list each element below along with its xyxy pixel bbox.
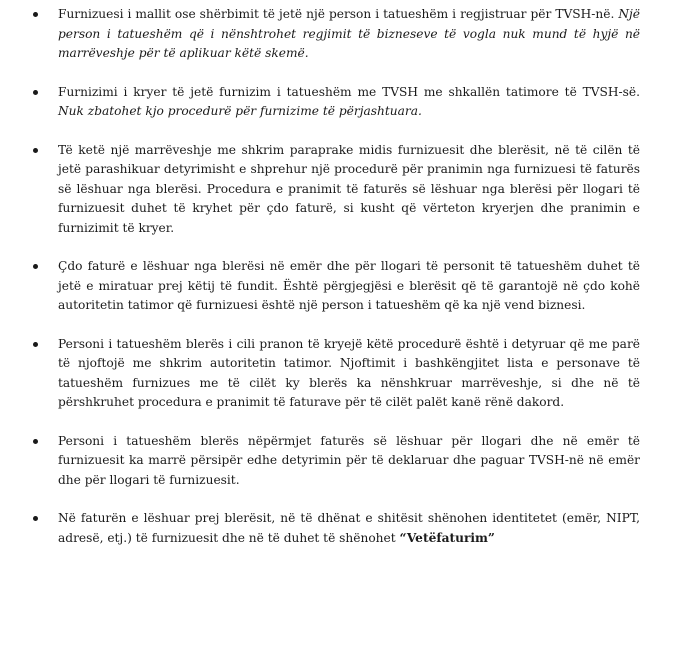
- requirements-list: [30, 5, 640, 548]
- list-item: [30, 432, 640, 491]
- list-item: [30, 83, 640, 122]
- list-item: [30, 335, 640, 413]
- bullet-italic-text: Nuk zbatohet kjo procedurë për furnizime të përjashtuara.: [58, 104, 422, 118]
- bullet-dot-icon: [33, 516, 38, 521]
- bullet-text: Furnizuesi i mallit ose shërbimit të jetë një person i tatueshëm i regjistruar për TVSH-në.: [58, 7, 619, 21]
- list-item: [30, 5, 640, 64]
- bullet-text: Në faturën e lëshuar prej blerësit, në të dhënat e shitësit shënohen identitetet (emër, NIPT, adresë, etj.) të furnizuesit dhe në të duhet të shënohet: [58, 511, 640, 545]
- bullet-text: Të ketë një marrëveshje me shkrim paraprake midis furnizuesit dhe blerësit, në të cilën të jetë parashikuar detyrimisht e shprehur një procedurë për pranimin nga furnizuesi të faturës së lëshuar nga blerësi. Procedura e pranimit të faturës së lëshuar nga blerësi për llogari të furnizuesit duhet të kryhet për çdo faturë, si kusht që vërteton kryerjen dhe pranimin e furnizimit të kryer.: [58, 142, 640, 235]
- list-item: [30, 257, 640, 316]
- bullet-italic-text: Një person i tatueshëm që i nënshtrohet regjimit të bizneseve të vogla nuk mund të hyjë në marrëveshje për të aplikuar këtë skemë.: [58, 7, 640, 60]
- bullet-text: Çdo faturë e lëshuar nga blerësi në emër dhe për llogari të personit të tatueshëm duhet të jetë e miratuar prej këtij të fundit. Është përgjegjësi e blerësit që të garantojë në çdo kohë autoritetin tatimor që furnizuesi është një person i tatueshëm që ka një vend biznesi.: [58, 259, 640, 312]
- bullet-dot-icon: [33, 264, 38, 269]
- bullet-text: Personi i tatueshëm blerës i cili pranon të kryejë këtë procedurë është i detyruar që me parë të njoftojë me shkrim autoritetin tatimor. Njoftimit i bashkëngjitet lista e personave të tatueshëm furnizues me të cilët ky blerës ka nënshkruar marrëveshje, si dhe në të përshkruhet procedura e pranimit të faturave për të cilët palët kanë rënë dakord.: [58, 336, 640, 409]
- bullet-dot-icon: [33, 12, 38, 17]
- bullet-dot-icon: [33, 90, 38, 95]
- list-item: [30, 509, 640, 548]
- list-item: [30, 141, 640, 239]
- bullet-dot-icon: [33, 342, 38, 347]
- bullet-text: Personi i tatueshëm blerës nëpërmjet faturës së lëshuar për llogari dhe në emër të furnizuesit ka marrë përsipër edhe detyrimin për të deklaruar dhe paguar TVSH-në në emër dhe për llogari të furnizuesit.: [58, 433, 640, 487]
- bullet-text: Furnizimi i kryer të jetë furnizim i tatueshëm me TVSH me shkallën tatimore të TVSH-së.: [58, 84, 640, 99]
- bullet-dot-icon: [33, 148, 38, 153]
- bullet-dot-icon: [33, 439, 38, 444]
- bullet-bold-text: “Vetëfaturim”: [399, 530, 495, 545]
